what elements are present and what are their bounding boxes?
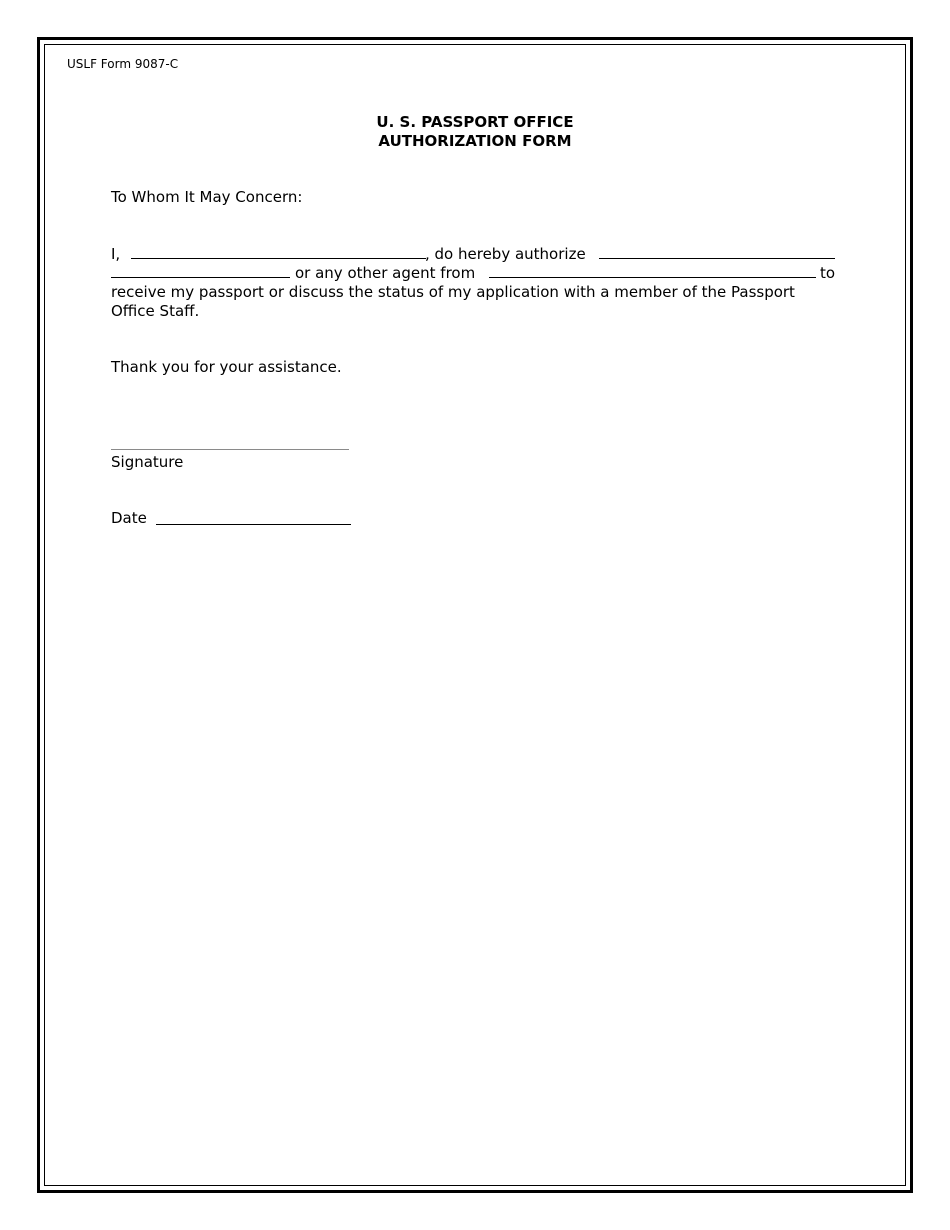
body-line2-mid: or any other agent from (295, 264, 476, 282)
signature-field[interactable] (111, 449, 349, 450)
form-title-line1: U. S. PASSPORT OFFICE (376, 113, 574, 131)
agency-name-field[interactable] (489, 277, 816, 278)
grantor-name-field[interactable] (131, 258, 426, 259)
body-line2-end: to (820, 264, 836, 282)
page-border (37, 37, 913, 1193)
page-border-inner (44, 44, 906, 1186)
date-field[interactable] (156, 524, 351, 525)
body-line1-start: I, (111, 245, 121, 263)
body-line1-mid: , do hereby authorize (425, 245, 586, 263)
form-number: USLF Form 9087-C (67, 57, 179, 71)
agent-name-field-part1[interactable] (599, 258, 835, 259)
signature-label: Signature (111, 453, 184, 471)
closing: Thank you for your assistance. (111, 358, 342, 376)
date-label: Date (111, 509, 147, 527)
body-line4: Office Staff. (111, 302, 200, 320)
form-title-line2: AUTHORIZATION FORM (378, 132, 572, 150)
body-line3: receive my passport or discuss the status of my application with a member of the Passport (111, 283, 795, 301)
salutation: To Whom It May Concern: (111, 188, 303, 206)
agent-name-field-part2[interactable] (111, 277, 290, 278)
